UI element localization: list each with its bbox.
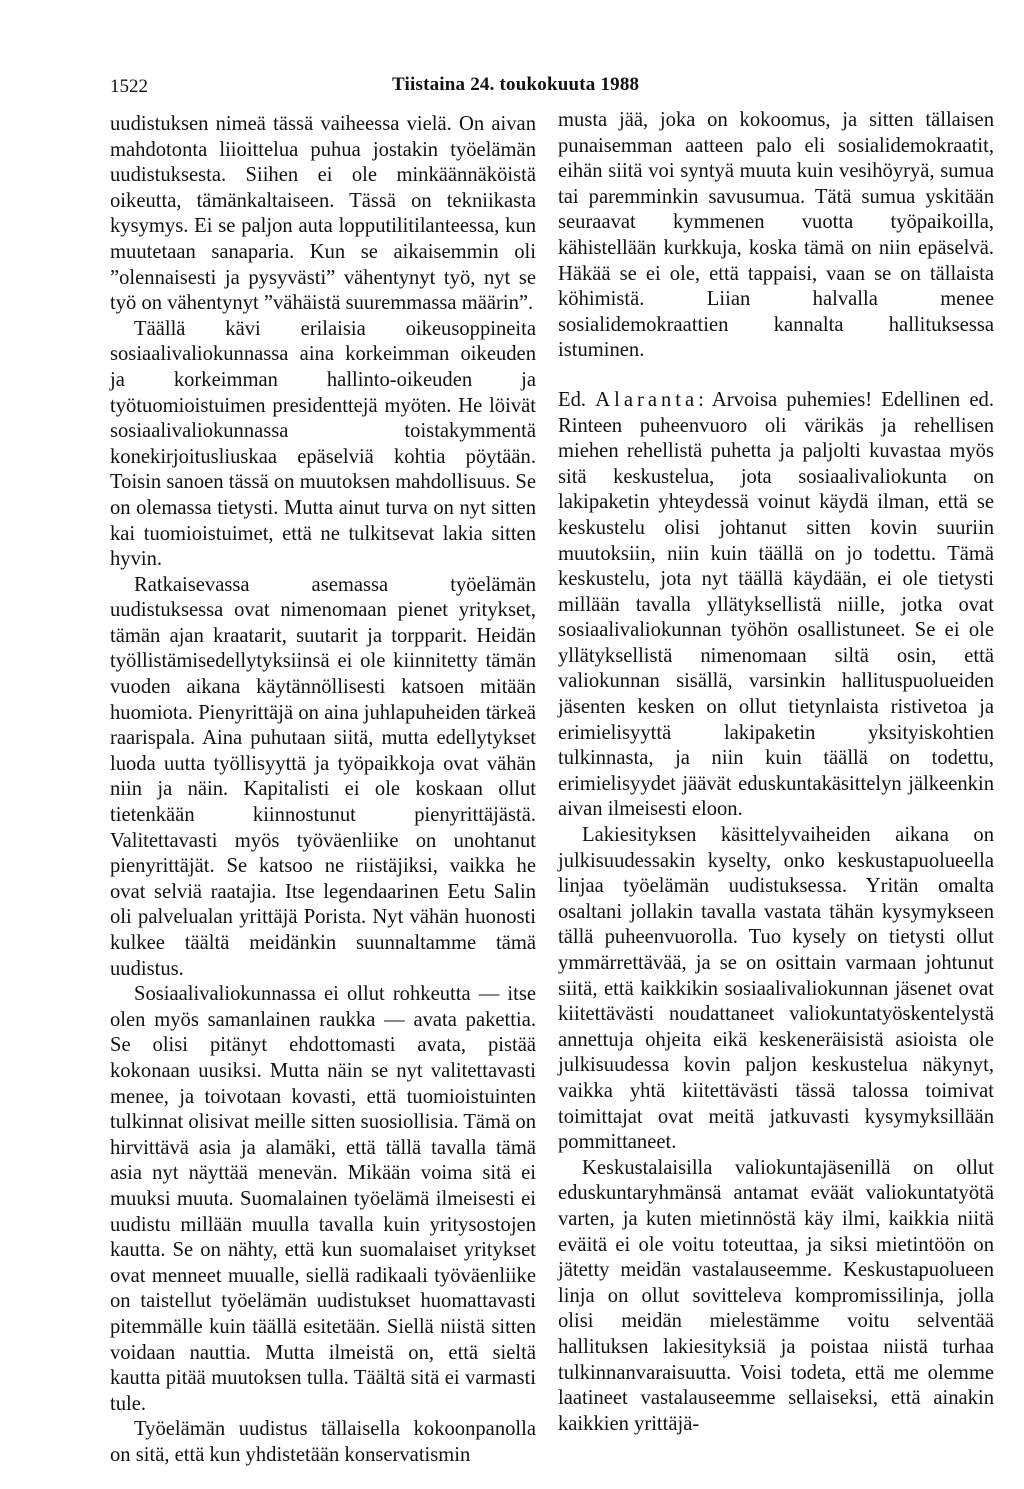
right-paragraph-4: Keskustalaisilla valiokuntajäsenillä on ollut eduskuntaryhmänsä antamat eväät valiokuntatyötä varten, ja kuten mietinnöstä käy ilmi, kaikkia niitä eväitä ei ole voitu toteuttaa, ja siksi mietintöön on jätetty meidän vastalauseemme. Keskustapuolueen linja on ollut sovitteleva kompromissilinja, jolla olisi meidän mielestämme voitu selventää hallituksen lakiesityksiä ja poistaa niistä turhaa tulkinnanvaraisuutta. Voisi todeta, että me olemme laatineet vastalauseemme sellaiseksi, että ainakin kaikkien yrittäjä-: [558, 1156, 994, 1435]
left-paragraph-2: Täällä kävi erilaisia oikeusoppineita sosiaalivaliokunnassa aina korkeimman oikeuden ja korkeimman hallinto-oikeuden ja työtuomioistuimen presidenttejä myöten. He löivät sosiaalivaliokunnassa toistakymmentä konekirjoitusliuskaa epäselviä kohtia pöytään. Toisin sanoen tässä on muutoksen mahdollisuus. Se on olemassa tietysti. Mutta ainut turva on nyt sitten kai tuomioistuimet, että ne tulkitsevat lakia sitten hyvin.: [110, 317, 536, 571]
right-paragraph-3: Lakiesityksen käsittelyvaiheiden aikana on julkisuudessakin kyselty, onko keskustapuolueella linjaa työelämän uudistuksessa. Yritän omalta osaltani jollakin tavalla vastata tähän kysymykseen tällä puheenvuorolla. Tuo kysely on tietysti ollut ymmärrettävää, ja se on osittain varmaan johtunut siitä, että kaikkikin sosiaalivaliokunnan jäsenet ovat kiitettävästi noudattaneet valiokuntatyöskentelystä annettuja ohjeita eikä keskeneräisistä asioista ole julkisuudessa kovin paljon keskustelua näkynyt, vaikka yhtä kiitettävästi tässä talossa toimivat toimittajat ovat meitä jatkuvasti kysymyksillään pommittaneet.: [558, 824, 994, 1154]
right-paragraph-2: [558, 388, 994, 823]
left-paragraph-4: Sosiaalivaliokunnassa ei ollut rohkeutta — itse olen myös samanlainen raukka — avata pakettia. Se olisi pitänyt ehdottomasti avata, pistää kokonaan uusiksi. Mutta näin se nyt valitettavasti menee, ja toivotaan kovasti, että tuomioistuinten tulkinnat olisivat meille sitten suosiollisia. Tämä on hirvittävä asia ja alamäki, että tällä tavalla tämä asia nyt näyttää menevän. Mikään voima sitä ei muuksi muuta. Suomalainen työelämä ilmeisesti ei uudistu millään muulla tavalla kuin yritysostojen kautta. Se on nähty, että kun suomalaiset yritykset ovat menneet muualle, siellä radikaali työväenliike on taistellut työelämän uudistukset huomattavasti pitemmälle kuin täällä esitetään. Siellä niistä sitten voidaan nauttia. Mutta ilmeistä on, että sieltä kautta pitää muutoksen tulla. Täältä sitä ei varmasti tule.: [110, 983, 536, 1415]
speech-text: : Arvoisa puhemies! Edellinen ed. Rinteen puheenvuoro oli värikäs ja rehellisen miehen rehellistä puhetta ja paljolti kuvastaa myös sitä keskustelua, jota sosiaalivaliokunta on lakipaketin yhteydessä voinut käydä ilman, että se keskustelu olisi johtanut sitten kovin suuriin muutoksiin, niin kuin täällä on jo todettu. Tämä keskustelu, jota nyt täällä käydään, ei ole tietysti millään tavalla yllätyksellistä niille, jotka ovat sosiaalivaliokunnan työhön osallistuneet. Se ei ole yllätyksellistä nimenomaan siltä osin, että valiokunnan sisällä, varsinkin hallituspuolueiden jäsenten kesken on ollut tietynlaista ristivetoa ja erimielisyyttä lakipaketin yksityiskohtien tulkinnasta, ja niin kuin täällä on todettu, erimielisyydet jäävät eduskuntakäsittelyn jälkeenkin aivan ilmeisesti eloon.: [558, 388, 994, 821]
left-paragraph-5: Työelämän uudistus tällaisella kokoonpanolla on sitä, että kun yhdistetään konservatismin: [110, 1418, 536, 1466]
speaker-name: Alaranta: [595, 388, 699, 411]
left-paragraph-3: Ratkaisevassa asemassa työelämän uudistuksessa ovat nimenomaan pienet yritykset, tämän ajan kraatarit, suutarit ja torpparit. Heidän työllistämisedellytyksiinsä ei ole kiinnitetty tämän vuoden aikana käytännöllisesti katsoen mitään huomiota. Pienyrittäjä on aina juhlapuheiden tärkeä raarispala. Aina puhutaan siitä, mutta edellytykset luoda uutta työllisyyttä ja työpaikkoja ovat vähän niin ja näin. Kapitalisti ei ole koskaan ollut tietenkään kiinnostunut pienyrittäjästä. Valitettavasti myös työväenliike on unohtanut pienyrittäjät. Se katsoo ne riistäjiksi, vaikka he ovat selviä raatajia. Itse legendaarinen Eetu Salin oli palvelualan yrittäjä Porista. Nyt vähän huonosti kulkee täältä meidänkin suunnaltamme tämä uudistus.: [110, 573, 536, 980]
page-number: 1522: [110, 76, 148, 97]
right-column: [558, 108, 994, 1437]
left-column: [110, 112, 536, 1468]
speaker-prefix: Ed.: [558, 388, 587, 411]
right-paragraph-1: musta jää, joka on kokoomus, ja sitten tällaisen punaisemman aatteen palo eli sosialidemokraatit, eihän siitä voi syntyä muuta kuin vesihöyryä, sumua tai paremminkin savusumua. Tätä sumua yskitään seuraavat kymmenen vuotta työpaikoilla, kähistellään kurkkuja, koska tämä on niin epäselvä. Häkää se ei ole, että tappaisi, vaan se on tällaista köhimistä. Liian halvalla menee sosialidemokraattien kannalta hallituksessa istuminen.: [558, 109, 994, 362]
header-date: Tiistaina 24. toukokuuta 1988: [392, 74, 640, 95]
left-paragraph-1: uudistuksen nimeä tässä vaiheessa vielä. On aivan mahdotonta liioittelua puhua jostakin työelämän uudistuksesta. Siihen ei ole minkäännäköistä oikeutta, tämänkaltaiseen. Tässä on tekniikasta kysymys. Ei se paljon auta lopputilitilanteessa, kun muutetaan sanaparia. Kun se aikaisemmin oli ”olennaisesti ja pysyvästi” vähentynyt työ, nyt se työ on vähentynyt ”vähäistä suuremmassa määrin”.: [110, 113, 536, 315]
